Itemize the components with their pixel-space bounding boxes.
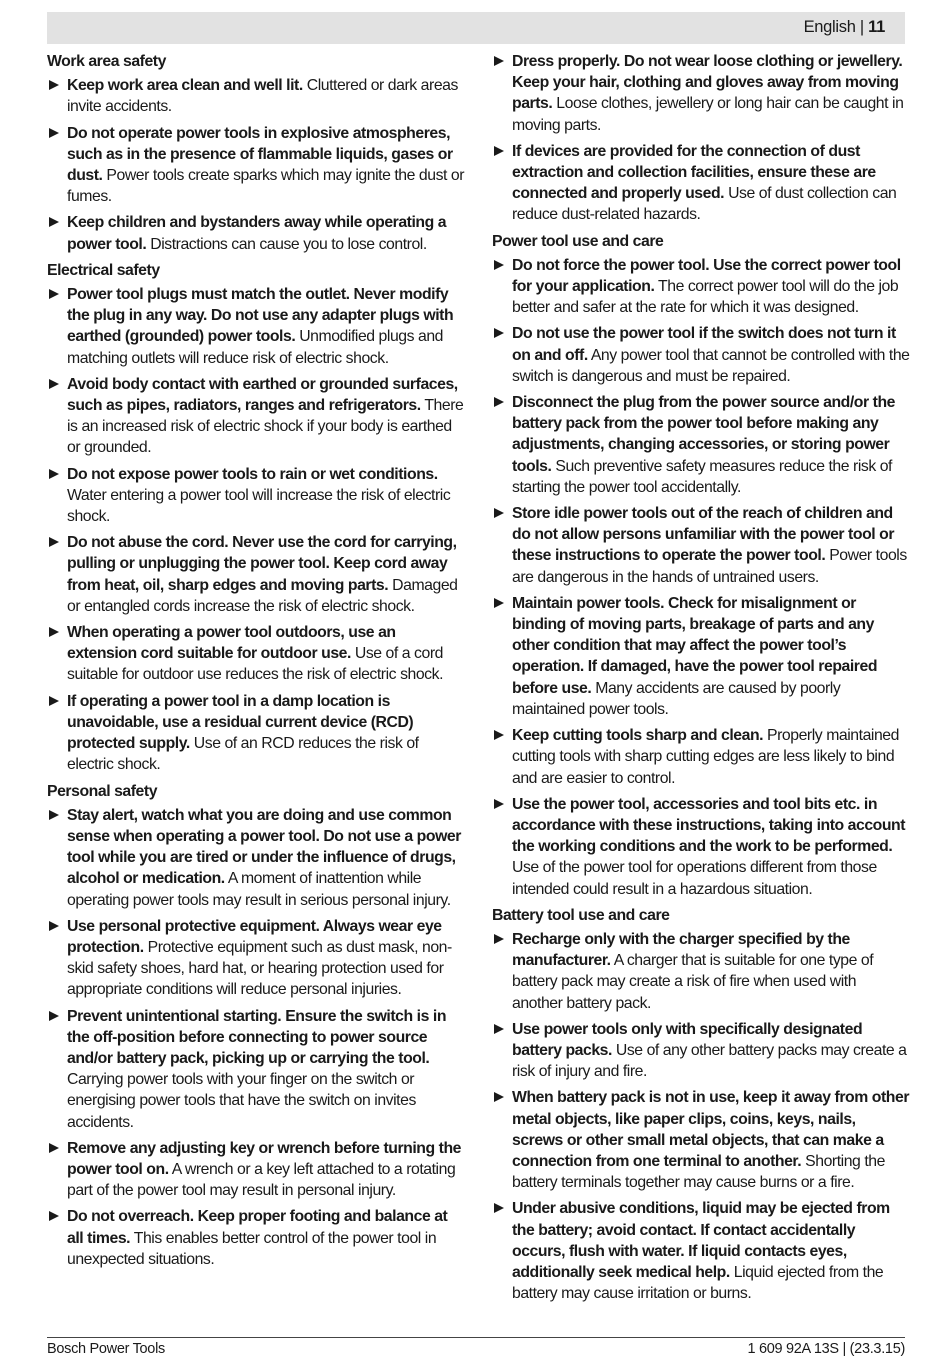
footer-brand: Bosch Power Tools <box>47 1341 165 1357</box>
instruction-explanation: There is an increased risk of electric shock if your body is earthed or grounded. <box>67 397 464 457</box>
instruction-explanation: Protective equipment such as dust mask, non-skid safety shoes, hard hat, or hearing protection used for appropriate conditions will reduce personal injuries. <box>67 938 452 999</box>
safety-instruction <box>492 593 910 720</box>
instruction-directive: Stay alert, watch what you are doing and use common sense when operating a power tool. Do not use a power tool while you are tired or under the influence of drugs, alcohol or medication. <box>67 806 461 888</box>
instruction-explanation: Many accidents are caused by poorly maintained power tools. <box>512 679 841 718</box>
instruction-directive: Store idle power tools out of the reach of children and do not allow persons unfamiliar with the power tool or these instructions to operate the power tool. <box>512 505 895 565</box>
instruction-explanation: A charger that is suitable for one type of battery pack may create a risk of fire when used with another battery pack. <box>512 952 874 1012</box>
triangle-bullet-icon <box>49 627 59 637</box>
instruction-explanation: This enables better control of the power tool in unexpected situations. <box>67 1229 437 1268</box>
instruction-explanation: A wrench or a key left attached to a rotating part of the power tool may result in personal injury. <box>67 1160 456 1200</box>
safety-instruction <box>492 1087 910 1193</box>
triangle-bullet-icon <box>494 508 504 518</box>
right-column <box>492 51 910 1309</box>
section <box>492 231 910 900</box>
section <box>47 260 465 776</box>
safety-instruction <box>47 75 465 117</box>
instruction-explanation: Power tools create sparks which may ignite the dust or fumes. <box>67 167 465 206</box>
section <box>492 905 910 1305</box>
instruction-explanation: Cluttered or dark areas invite accidents. <box>67 77 458 116</box>
page-header <box>47 12 905 44</box>
safety-instruction <box>47 805 465 911</box>
safety-instruction <box>492 141 910 226</box>
safety-instruction <box>492 1019 910 1083</box>
instruction-directive: Do not use the power tool if the switch does not turn it on and off. <box>512 325 896 364</box>
instruction-directive: Prevent unintentional starting. Ensure the switch is in the off-position before connecting to power source and/or battery pack, picking up or carrying the tool. <box>67 1007 447 1067</box>
safety-instruction <box>492 255 910 319</box>
page-number: 11 <box>868 18 885 36</box>
instruction-explanation: Use of an RCD reduces the risk of electric shock. <box>67 735 419 774</box>
triangle-bullet-icon <box>49 696 59 706</box>
section <box>47 781 465 1270</box>
instruction-explanation: Liquid ejected from the battery may cause irritation or burns. <box>512 1263 884 1303</box>
triangle-bullet-icon <box>494 397 504 407</box>
footer-doc-number: 1 609 92A 13S | (23.3.15) <box>747 1341 905 1357</box>
triangle-bullet-icon <box>494 1203 504 1213</box>
instruction-explanation: Use of the power tool for operations different from those intended could result in a hazardous situation. <box>512 859 877 898</box>
safety-instruction <box>492 503 910 588</box>
instruction-explanation: Distractions can cause you to lose control. <box>146 235 427 253</box>
safety-instruction <box>47 374 465 459</box>
safety-instruction <box>47 916 465 1001</box>
triangle-bullet-icon <box>49 379 59 389</box>
triangle-bullet-icon <box>49 1143 59 1153</box>
safety-instruction <box>47 123 465 208</box>
triangle-bullet-icon <box>494 934 504 944</box>
instruction-directive: Avoid body contact with earthed or grounded surfaces, such as pipes, radiators, ranges and refrigerators. <box>67 375 458 415</box>
section <box>47 51 465 255</box>
instruction-explanation: Water entering a power tool will increase the risk of electric shock. <box>67 486 451 526</box>
section-title: Power tool use and care <box>492 232 664 250</box>
instruction-directive: Recharge only with the charger specified by the manufacturer. <box>512 930 850 970</box>
instruction-directive: Do not abuse the cord. Never use the cord for carrying, pulling or unplugging the power tool. Keep cord away from heat, oil, sharp edges and moving parts. <box>67 534 457 594</box>
left-column <box>47 51 465 1275</box>
instruction-explanation: Use of a cord suitable for outdoor use reduces the risk of electric shock. <box>67 645 444 684</box>
triangle-bullet-icon <box>49 1211 59 1221</box>
triangle-bullet-icon <box>494 146 504 156</box>
safety-instruction <box>492 51 910 136</box>
safety-instruction <box>47 212 465 254</box>
triangle-bullet-icon <box>494 598 504 608</box>
instruction-directive: Keep work area clean and well lit. <box>67 77 303 95</box>
instruction-directive: Use personal protective equipment. Always wear eye protection. <box>67 917 442 956</box>
instruction-explanation: Unmodified plugs and matching outlets will reduce risk of electric shock. <box>67 328 444 367</box>
header-label <box>804 18 885 37</box>
instruction-explanation: Loose clothes, jewellery or long hair can be caught in moving parts. <box>512 95 904 134</box>
safety-instruction <box>492 929 910 1014</box>
triangle-bullet-icon <box>494 328 504 338</box>
instruction-explanation: A moment of inattention while operating power tools may result in serious personal injury. <box>67 870 451 909</box>
instruction-directive: Maintain power tools. Check for misalignment or binding of moving parts, breakage of parts and any other condition that may affect the power tool’s operation. If damaged, have the power tool repaired before use. <box>512 594 878 697</box>
triangle-bullet-icon <box>49 80 59 90</box>
triangle-bullet-icon <box>49 537 59 547</box>
section-title: Electrical safety <box>47 261 160 279</box>
safety-instruction <box>47 464 465 528</box>
instruction-explanation: Use of any other battery packs may create a risk of injury and fire. <box>512 1041 907 1081</box>
instruction-explanation: Any power tool that cannot be controlled with the switch is dangerous and must be repaired. <box>512 346 910 385</box>
safety-instruction <box>492 323 910 387</box>
instruction-directive: If operating a power tool in a damp location is unavoidable, use a residual current device (RCD) protected supply. <box>67 692 414 753</box>
instruction-directive: Keep cutting tools sharp and clean. <box>512 727 764 745</box>
instruction-directive: Under abusive conditions, liquid may be ejected from the battery; avoid contact. If contact accidentally occurs, flush with water. If liquid contacts eyes, additionally seek medical help. <box>512 1200 890 1281</box>
triangle-bullet-icon <box>494 1092 504 1102</box>
instruction-explanation: Shorting the battery terminals together may cause burns or a fire. <box>512 1152 885 1192</box>
triangle-bullet-icon <box>49 128 59 138</box>
triangle-bullet-icon <box>49 810 59 820</box>
instruction-directive: When operating a power tool outdoors, use an extension cord suitable for outdoor use. <box>67 624 396 663</box>
instruction-explanation: The correct power tool will do the job better and safer at the rate for which it was designed. <box>512 278 899 317</box>
triangle-bullet-icon <box>494 56 504 66</box>
footer-divider <box>47 1337 905 1338</box>
section-title: Personal safety <box>47 782 158 800</box>
instruction-directive: Do not force the power tool. Use the correct power tool for your application. <box>512 256 901 296</box>
header-language: English | <box>803 18 869 36</box>
instruction-directive: Remove any adjusting key or wrench before turning the power tool on. <box>67 1139 461 1178</box>
safety-instruction <box>47 1006 465 1133</box>
instruction-directive: Do not expose power tools to rain or wet conditions. <box>67 465 438 483</box>
safety-instruction <box>47 284 465 369</box>
triangle-bullet-icon <box>49 289 59 299</box>
triangle-bullet-icon <box>494 260 504 270</box>
instruction-directive: If devices are provided for the connection of dust extraction and collection facilities, ensure these are connected and properly used. <box>512 142 876 203</box>
triangle-bullet-icon <box>494 730 504 740</box>
triangle-bullet-icon <box>494 799 504 809</box>
triangle-bullet-icon <box>49 921 59 931</box>
safety-instruction <box>47 1206 465 1270</box>
instruction-directive: Disconnect the plug from the power source and/or the battery pack from the power tool before making any adjustments, changing accessories, or storing power tools. <box>512 394 895 475</box>
instruction-directive: Power tool plugs must match the outlet. Never modify the plug in any way. Do not use any adapter plugs with earthed (grounded) power tools. <box>67 286 454 346</box>
instruction-directive: Keep children and bystanders away while operating a power tool. <box>67 214 447 253</box>
instruction-explanation: Power tools are dangerous in the hands of untrained users. <box>512 547 907 586</box>
safety-instruction <box>492 794 910 900</box>
instruction-directive: When battery pack is not in use, keep it away from other metal objects, like paper clips, coins, keys, nails, screws or other small metal objects, that can make a connection from one terminal to another. <box>512 1089 910 1170</box>
safety-instruction <box>47 622 465 686</box>
instruction-explanation: Such preventive safety measures reduce the risk of starting the power tool accidentally. <box>512 457 892 496</box>
instruction-directive: Use power tools only with specifically designated battery packs. <box>512 1020 863 1059</box>
instruction-explanation: Damaged or entangled cords increase the risk of electric shock. <box>67 576 458 615</box>
section-title: Work area safety <box>47 53 166 70</box>
instruction-directive: Dress properly. Do not wear loose clothing or jewellery. Keep your hair, clothing and gloves away from moving parts. <box>512 53 903 113</box>
instruction-explanation: Carrying power tools with your finger on the switch or energising power tools that have the switch on invites accidents. <box>67 1071 416 1131</box>
triangle-bullet-icon <box>49 217 59 227</box>
instruction-explanation: Use of dust collection can reduce dust-related hazards. <box>512 185 897 224</box>
instruction-directive: Use the power tool, accessories and tool bits etc. in accordance with these instructions, taking into account the working conditions and the work to be performed. <box>512 795 906 856</box>
safety-instruction <box>492 725 910 789</box>
section <box>492 51 910 226</box>
safety-instruction <box>492 392 910 498</box>
instruction-directive: Do not operate power tools in explosive atmospheres, such as in the presence of flammable liquids, gases or dust. <box>67 124 453 185</box>
instruction-directive: Do not overreach. Keep proper footing and balance at all times. <box>67 1208 448 1247</box>
safety-instruction <box>492 1198 910 1304</box>
safety-instruction <box>47 1138 465 1202</box>
safety-instruction <box>47 532 465 617</box>
triangle-bullet-icon <box>49 469 59 479</box>
triangle-bullet-icon <box>494 1024 504 1034</box>
safety-instruction <box>47 691 465 776</box>
instruction-explanation: Properly maintained cutting tools with sharp cutting edges are less likely to bind and are easier to control. <box>512 727 899 787</box>
triangle-bullet-icon <box>49 1011 59 1021</box>
section-title: Battery tool use and care <box>492 906 670 924</box>
